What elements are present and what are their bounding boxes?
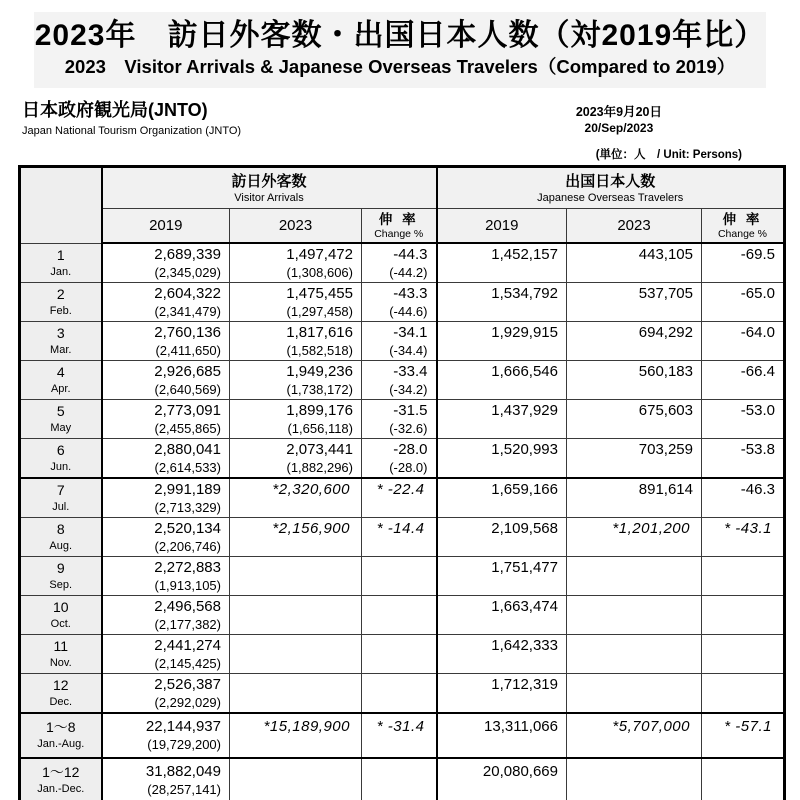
table-row — [20, 361, 785, 400]
value-paren: (19,729,200) — [147, 737, 221, 752]
cell-vachg — [362, 596, 437, 635]
value-main: -53.0 — [740, 402, 775, 419]
cell-jo2019 — [437, 478, 567, 518]
value-paren: (-32.6) — [389, 421, 428, 436]
cell-jo2019 — [437, 361, 567, 400]
cell-va2023 — [230, 439, 362, 479]
month-number: 12 — [52, 677, 69, 693]
value-main: -53.8 — [740, 441, 775, 458]
cell-va2023 — [230, 518, 362, 557]
cell-va2019 — [102, 283, 230, 322]
value-main: 694,292 — [638, 324, 693, 341]
cell-va2019 — [102, 635, 230, 674]
cell-va2019 — [102, 400, 230, 439]
value-main — [230, 596, 361, 597]
value-paren: (-28.0) — [389, 460, 428, 475]
value-main — [362, 635, 436, 636]
value-main — [362, 759, 436, 762]
value-main: 2,689,339 — [154, 246, 221, 263]
monthly-table — [18, 165, 786, 800]
cell-jo2023 — [567, 283, 702, 322]
month-cell — [20, 557, 102, 596]
cell-vachg — [362, 674, 437, 714]
value-main: 1,666,546 — [491, 363, 558, 380]
month-cell — [20, 439, 102, 479]
cell-jo2019 — [437, 439, 567, 479]
cell-vachg — [362, 283, 437, 322]
value-paren: (-44.2) — [389, 265, 428, 280]
cell-jochg — [702, 439, 785, 479]
cell-vachg — [362, 243, 437, 283]
table-row — [20, 243, 785, 283]
cell-vachg — [362, 400, 437, 439]
cell-jo2019 — [437, 758, 567, 800]
change-label-english: Change % — [374, 227, 424, 240]
cell-va2019 — [102, 596, 230, 635]
value-main: -28.0 — [393, 441, 428, 458]
cell-jochg — [702, 243, 785, 283]
month-name: Jan.-Dec. — [37, 783, 85, 795]
group-title-japanese: 訪日外客数 — [231, 172, 307, 190]
cell-va2023 — [230, 478, 362, 518]
value-main: 20,080,669 — [482, 763, 558, 780]
value-main: 2,604,322 — [154, 285, 221, 302]
value-paren: (1,656,118) — [287, 421, 353, 436]
value-paren: (2,640,569) — [154, 382, 221, 397]
value-main: 1,475,455 — [286, 285, 353, 302]
value-paren: (2,145,425) — [154, 656, 221, 671]
month-number: 9 — [56, 560, 65, 576]
table-row — [20, 400, 785, 439]
month-name: Sep. — [49, 579, 73, 591]
value-main: 2,526,387 — [154, 676, 221, 693]
table-row — [20, 674, 785, 714]
organization-row — [22, 99, 782, 139]
value-main: 2,926,685 — [154, 363, 221, 380]
value-main: 2,272,883 — [154, 559, 221, 576]
month-cell — [20, 713, 102, 758]
cell-va2023 — [230, 713, 362, 758]
value-main: 1,899,176 — [286, 402, 353, 419]
value-main — [362, 674, 436, 675]
value-paren: (2,455,865) — [154, 421, 221, 436]
value-paren: (2,177,382) — [154, 617, 221, 632]
month-number: 6 — [56, 442, 65, 458]
value-main: 2,520,134 — [154, 520, 221, 537]
value-main: 1,659,166 — [491, 481, 558, 498]
month-name: Jan.-Aug. — [37, 738, 85, 750]
value-main: 1,751,477 — [491, 559, 558, 576]
cell-va2023 — [230, 283, 362, 322]
cell-jo2019 — [437, 243, 567, 283]
month-number: 4 — [56, 364, 65, 380]
cell-vachg — [362, 758, 437, 800]
value-paren: (2,614,533) — [154, 460, 221, 475]
group-visitor-arrivals — [102, 167, 437, 209]
cell-jo2019 — [437, 596, 567, 635]
value-main: *15,189,900 — [263, 718, 350, 735]
cell-jo2019 — [437, 713, 567, 758]
cell-va2023 — [230, 674, 362, 714]
col-header-jo-change — [702, 209, 785, 244]
value-main: 443,105 — [638, 246, 693, 263]
month-number: 11 — [53, 638, 69, 654]
value-main — [702, 759, 783, 762]
table-row — [20, 518, 785, 557]
month-name: Jul. — [52, 501, 70, 513]
page-title-japanese: 2023年 訪日外客数・出国日本人数（対2019年比） — [34, 19, 766, 52]
value-main: * -57.1 — [724, 718, 772, 735]
value-main: -31.5 — [393, 402, 428, 419]
cell-va2019 — [102, 713, 230, 758]
cell-jochg — [702, 478, 785, 518]
month-cell — [20, 635, 102, 674]
value-main: -43.3 — [393, 285, 428, 302]
cell-vachg — [362, 557, 437, 596]
table-row — [20, 635, 785, 674]
cell-jochg — [702, 713, 785, 758]
month-cell — [20, 243, 102, 283]
table-row — [20, 322, 785, 361]
cell-jo2023 — [567, 596, 702, 635]
change-label-japanese: 伸 率 — [378, 211, 419, 227]
group-title-japanese: 出国日本人数 — [565, 172, 656, 190]
cell-va2023 — [230, 322, 362, 361]
value-main: 2,109,568 — [491, 520, 558, 537]
table-row — [20, 478, 785, 518]
organization-name-english: Japan National Tourism Organization (JNTO) — [22, 125, 242, 137]
group-title-english: Japanese Overseas Travelers — [537, 191, 684, 204]
value-main: 1,929,915 — [491, 324, 558, 341]
table-row — [20, 596, 785, 635]
value-main — [567, 674, 701, 675]
cell-jochg — [702, 283, 785, 322]
month-cell — [20, 478, 102, 518]
month-number: 7 — [56, 482, 65, 498]
value-paren: (28,257,141) — [147, 782, 221, 797]
cell-jo2023 — [567, 322, 702, 361]
value-main: -66.4 — [740, 363, 775, 380]
organization-block — [22, 99, 241, 139]
cell-jo2023 — [567, 758, 702, 800]
month-name: Oct. — [50, 618, 71, 630]
table-row — [20, 283, 785, 322]
month-cell — [20, 758, 102, 800]
cell-vachg — [362, 322, 437, 361]
month-number: 10 — [52, 599, 69, 615]
value-main: * -14.4 — [376, 520, 425, 537]
value-main — [230, 557, 361, 558]
month-cell — [20, 518, 102, 557]
cell-jo2023 — [567, 674, 702, 714]
cell-jo2019 — [437, 518, 567, 557]
value-paren: (2,345,029) — [154, 265, 221, 280]
cell-va2023 — [230, 758, 362, 800]
value-main — [230, 674, 361, 675]
cell-va2023 — [230, 361, 362, 400]
cell-va2023 — [230, 635, 362, 674]
value-main: 2,991,189 — [154, 481, 221, 498]
month-name: May — [50, 422, 72, 434]
cell-va2023 — [230, 400, 362, 439]
value-main: * -22.4 — [376, 481, 425, 498]
month-name: Feb. — [49, 305, 72, 317]
cell-jo2023 — [567, 439, 702, 479]
month-cell — [20, 674, 102, 714]
cell-jochg — [702, 596, 785, 635]
cell-jo2023 — [567, 478, 702, 518]
value-main: 13,311,066 — [484, 718, 558, 735]
value-main: 675,603 — [638, 402, 693, 419]
value-main — [702, 635, 783, 636]
value-paren: (2,713,329) — [154, 500, 221, 515]
cell-va2023 — [230, 557, 362, 596]
month-cell — [20, 596, 102, 635]
value-main: 2,760,136 — [154, 324, 221, 341]
value-paren: (2,411,650) — [155, 343, 221, 358]
value-main: 2,880,041 — [154, 441, 221, 458]
value-main: -64.0 — [740, 324, 775, 341]
col-header-jo-2019: 2019 — [437, 209, 567, 244]
value-paren: (1,738,172) — [286, 382, 353, 397]
cell-jochg — [702, 758, 785, 800]
month-name: Aug. — [49, 540, 73, 552]
corner-cell — [20, 167, 102, 244]
value-paren: (1,913,105) — [154, 578, 221, 593]
cell-va2023 — [230, 243, 362, 283]
value-main — [567, 596, 701, 597]
value-main: -65.0 — [740, 285, 775, 302]
value-main: 1,437,929 — [491, 402, 558, 419]
month-number: 1～8 — [45, 719, 76, 735]
cell-va2019 — [102, 674, 230, 714]
value-main — [702, 557, 783, 558]
change-label-english: Change % — [717, 227, 768, 240]
value-main: *2,156,900 — [272, 520, 350, 537]
release-date-english: 20/Sep/2023 — [584, 121, 654, 135]
value-main: 891,614 — [638, 481, 693, 498]
value-main — [702, 596, 783, 597]
month-number: 2 — [56, 286, 65, 302]
month-number: 1 — [56, 246, 65, 263]
value-main: 1,712,319 — [491, 676, 558, 693]
value-paren: (-34.2) — [389, 382, 428, 397]
col-header-jo-2023: 2023 — [567, 209, 702, 244]
cell-vachg — [362, 713, 437, 758]
cell-jo2019 — [437, 557, 567, 596]
value-main — [230, 635, 361, 636]
value-paren: (1,582,518) — [286, 343, 353, 358]
value-main: -44.3 — [393, 246, 428, 263]
release-date-japanese: 2023年9月20日 — [575, 105, 662, 119]
value-main: 2,073,441 — [286, 441, 353, 458]
value-main: 1,949,236 — [286, 363, 353, 380]
value-paren: (1,297,458) — [286, 304, 353, 319]
value-main — [567, 557, 701, 558]
cell-va2019 — [102, 243, 230, 283]
cell-vachg — [362, 361, 437, 400]
value-main: 1,663,474 — [491, 598, 558, 615]
table-row — [20, 439, 785, 479]
value-main: *1,201,200 — [612, 520, 690, 537]
cell-jo2019 — [437, 322, 567, 361]
cell-jo2019 — [437, 635, 567, 674]
month-number: 1～12 — [42, 764, 80, 780]
cell-vachg — [362, 478, 437, 518]
value-main: 1,642,333 — [491, 637, 558, 654]
cell-jochg — [702, 322, 785, 361]
value-main: -46.3 — [740, 481, 775, 498]
cell-vachg — [362, 518, 437, 557]
cell-vachg — [362, 635, 437, 674]
title-block — [34, 12, 766, 88]
value-paren: (1,882,296) — [286, 460, 353, 475]
value-main: *2,320,600 — [272, 481, 350, 498]
cell-vachg — [362, 439, 437, 479]
cell-jo2019 — [437, 400, 567, 439]
value-main: 2,496,568 — [154, 598, 221, 615]
value-main: -33.4 — [393, 363, 428, 380]
col-header-va-2019: 2019 — [102, 209, 230, 244]
cell-va2019 — [102, 758, 230, 800]
table-body — [20, 243, 785, 800]
group-header-row — [20, 167, 785, 209]
date-block — [576, 104, 662, 136]
cell-jo2023 — [567, 557, 702, 596]
month-number: 8 — [56, 521, 65, 537]
month-cell — [20, 400, 102, 439]
value-main: 22,144,937 — [145, 718, 221, 735]
cell-va2019 — [102, 518, 230, 557]
value-main: -69.5 — [740, 246, 775, 263]
cell-jochg — [702, 518, 785, 557]
cell-jo2023 — [567, 713, 702, 758]
value-main: -34.1 — [393, 324, 428, 341]
value-main: 560,183 — [638, 363, 693, 380]
year-header-row — [20, 209, 785, 244]
value-main — [362, 596, 436, 597]
group-japanese-overseas-travelers — [437, 167, 785, 209]
value-main — [702, 674, 783, 675]
col-header-va-change — [362, 209, 437, 244]
value-main: 1,534,792 — [491, 285, 558, 302]
month-name: Jan. — [50, 265, 72, 278]
cell-jochg — [702, 400, 785, 439]
cell-jo2019 — [437, 674, 567, 714]
month-name: Mar. — [50, 344, 72, 356]
table-row — [20, 557, 785, 596]
value-main — [567, 635, 701, 636]
value-main: 1,452,157 — [491, 246, 558, 263]
cell-va2019 — [102, 322, 230, 361]
month-cell — [20, 361, 102, 400]
col-header-va-2023: 2023 — [230, 209, 362, 244]
value-main — [230, 759, 361, 762]
cell-va2019 — [102, 478, 230, 518]
value-main: 2,773,091 — [154, 402, 221, 419]
month-name: Jun. — [50, 461, 72, 473]
value-main: 703,259 — [638, 441, 693, 458]
cell-jochg — [702, 557, 785, 596]
value-main: 1,817,616 — [286, 324, 353, 341]
value-paren: (-34.4) — [389, 343, 428, 358]
cell-jochg — [702, 674, 785, 714]
summary-row — [20, 713, 785, 758]
month-cell — [20, 322, 102, 361]
cell-jo2023 — [567, 361, 702, 400]
value-paren: (2,206,746) — [154, 539, 221, 554]
cell-jochg — [702, 361, 785, 400]
month-number: 3 — [56, 325, 65, 341]
cell-va2019 — [102, 557, 230, 596]
value-paren: (2,292,029) — [154, 695, 221, 710]
month-name: Nov. — [49, 657, 72, 669]
value-main: 31,882,049 — [145, 763, 221, 780]
cell-jochg — [702, 635, 785, 674]
value-main: 2,441,274 — [154, 637, 221, 654]
value-main — [567, 759, 701, 762]
page-title-english: 2023 Visitor Arrivals & Japanese Overseas Travelers（Compared to 2019） — [64, 56, 736, 77]
cell-jo2019 — [437, 283, 567, 322]
value-main: 537,705 — [638, 285, 693, 302]
cell-jo2023 — [567, 518, 702, 557]
cell-va2023 — [230, 596, 362, 635]
unit-note: (単位：人 / Unit: Persons) — [595, 149, 742, 161]
organization-name-japanese: 日本政府観光局(JNTO) — [22, 100, 208, 120]
group-title-english: Visitor Arrivals — [234, 191, 304, 204]
value-main: * -43.1 — [724, 520, 772, 537]
value-paren: (-44.6) — [389, 304, 428, 319]
value-main — [362, 557, 436, 558]
month-number: 5 — [56, 403, 65, 419]
cell-jo2023 — [567, 400, 702, 439]
cell-va2019 — [102, 361, 230, 400]
cell-jo2023 — [567, 635, 702, 674]
cell-va2019 — [102, 439, 230, 479]
cell-jo2023 — [567, 243, 702, 283]
month-name: Apr. — [50, 383, 71, 395]
value-paren: (2,341,479) — [154, 304, 221, 319]
value-main: 1,520,993 — [491, 441, 558, 458]
value-main: *5,707,000 — [612, 718, 690, 735]
value-paren: (1,308,606) — [286, 265, 353, 280]
month-cell — [20, 283, 102, 322]
value-main: * -31.4 — [376, 718, 425, 735]
summary-row — [20, 758, 785, 800]
change-label-japanese: 伸 率 — [722, 211, 763, 227]
value-main: 1,497,472 — [286, 246, 353, 263]
month-name: Dec. — [49, 696, 73, 708]
